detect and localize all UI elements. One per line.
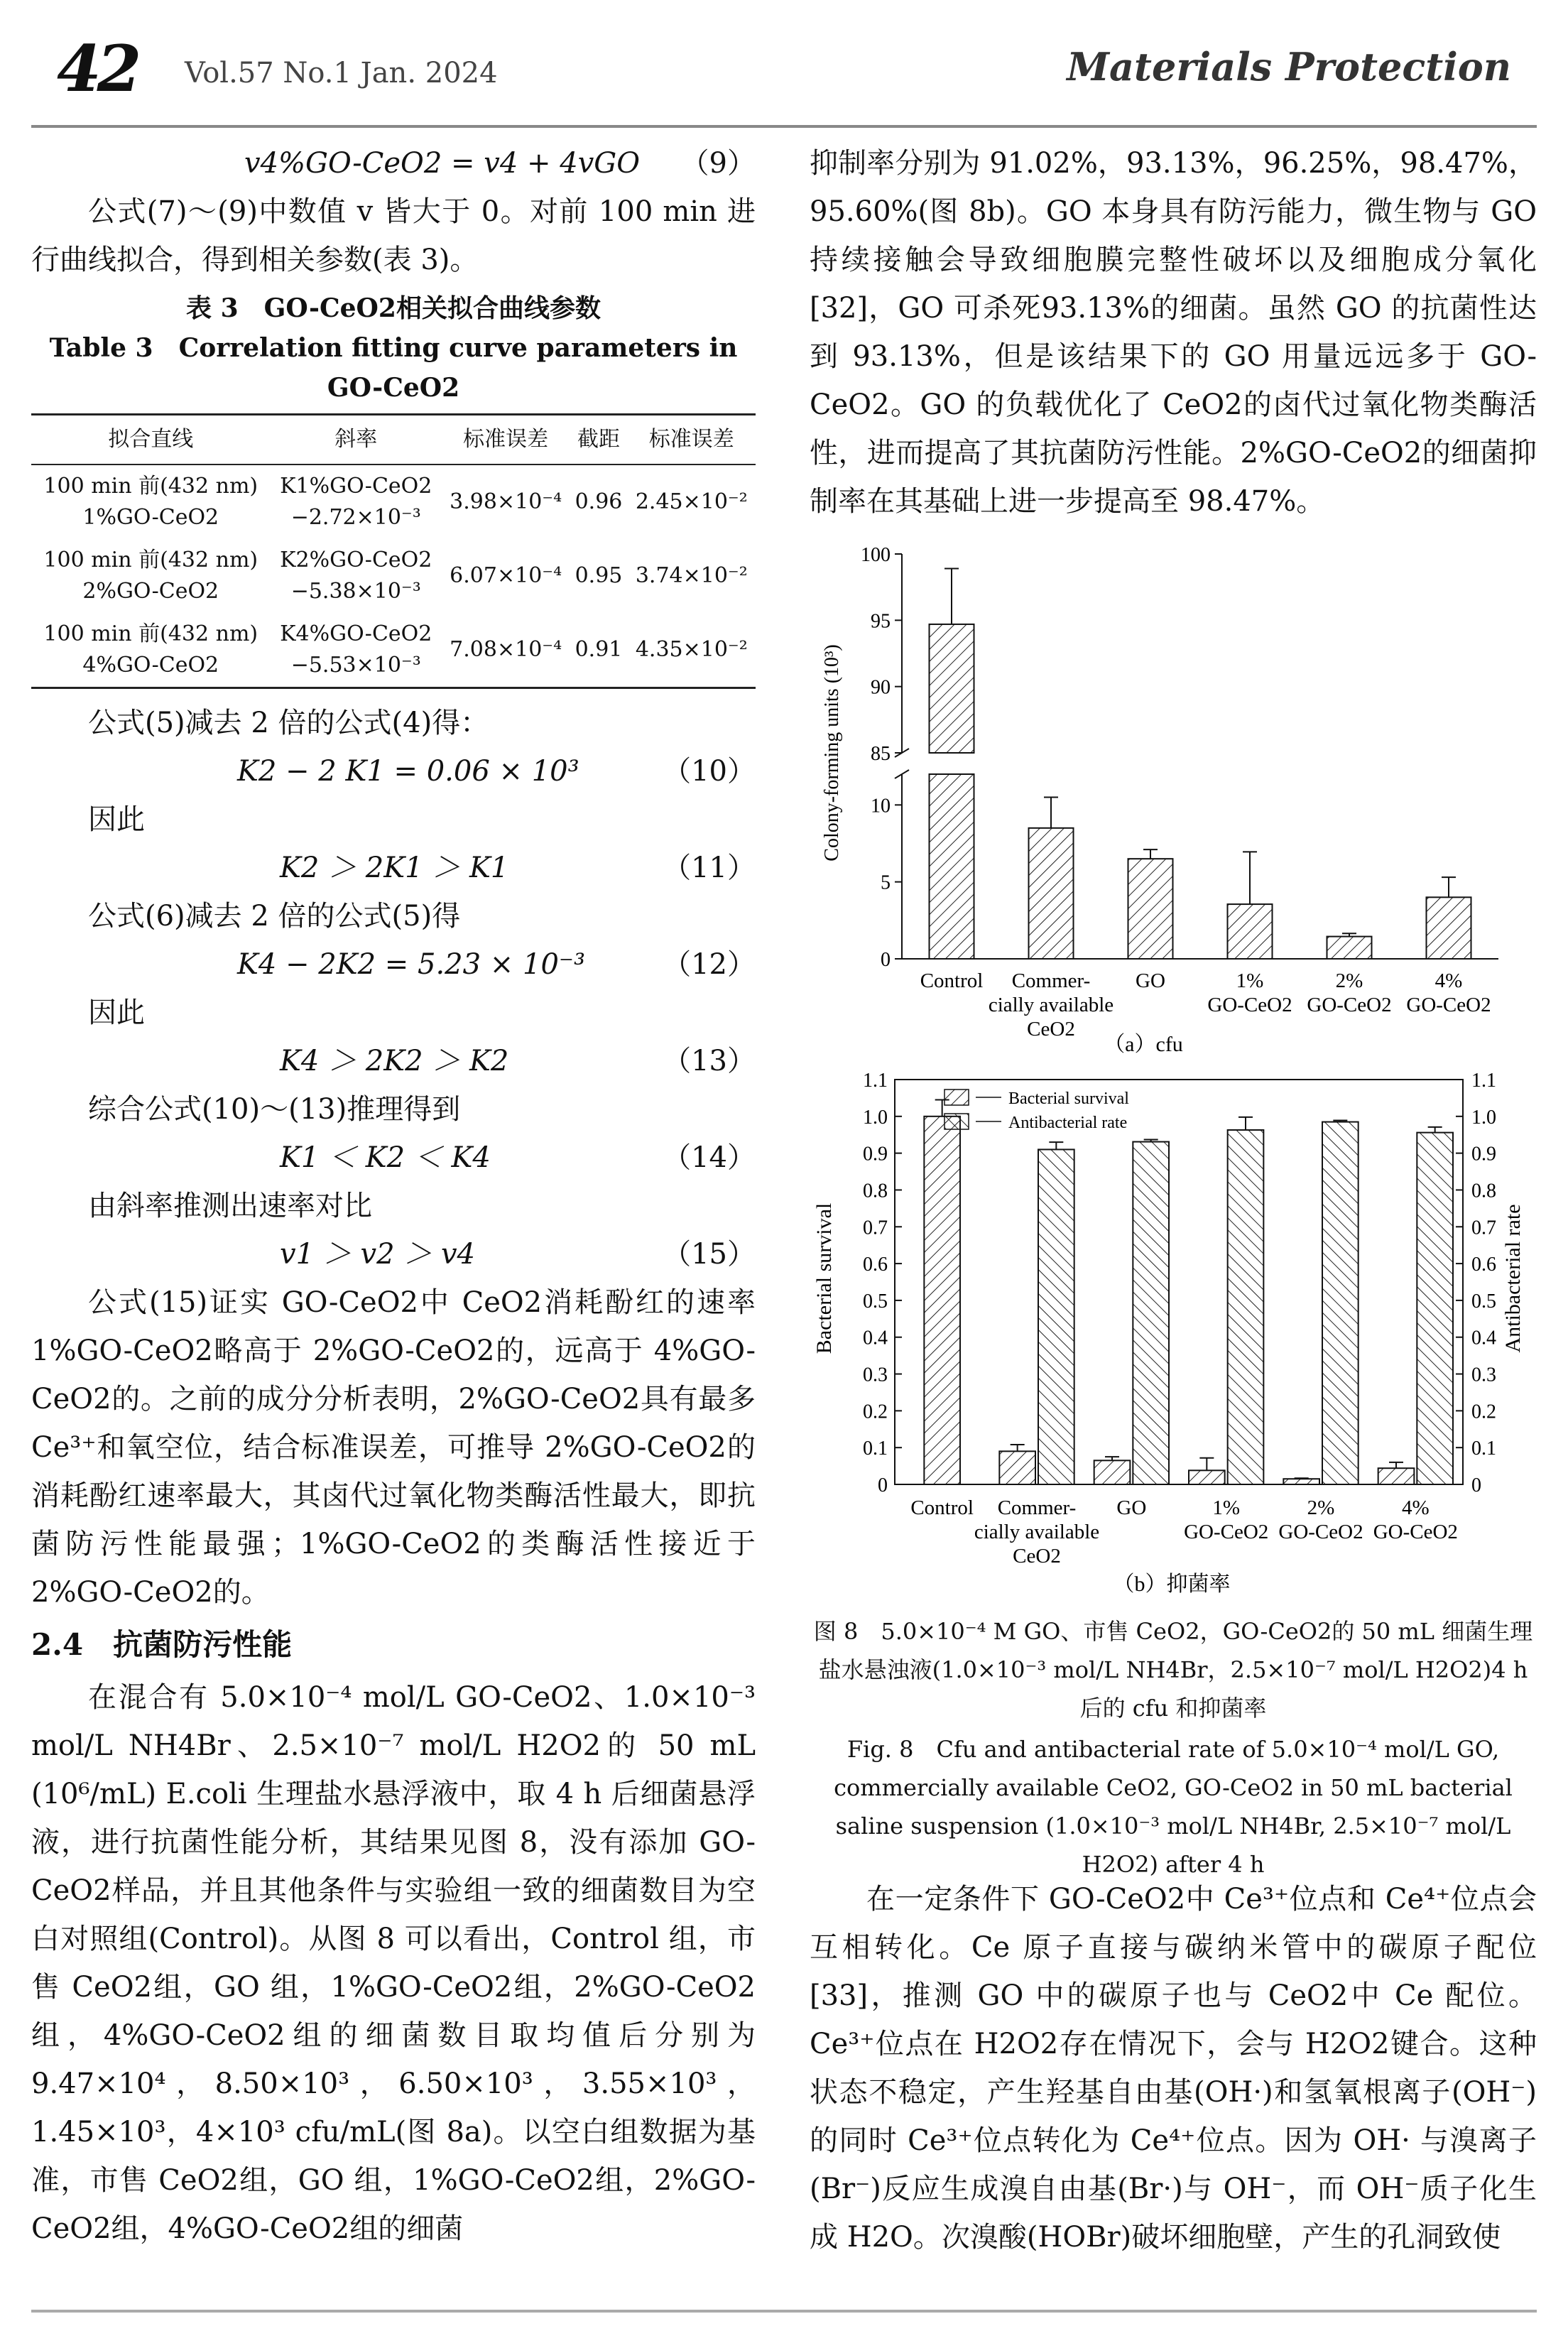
- tick-label: Control: [920, 969, 984, 992]
- bar: [930, 774, 974, 959]
- table-caption-en: Table 3 Correlation fitting curve parameters in GO-CeO2: [49, 333, 738, 403]
- y-tick-label: 0.1: [863, 1438, 888, 1460]
- paragraph: 公式(7)～(9)中数值 v 皆大于 0。对前 100 min 进行曲线拟合，得到相关参数(表 3)。: [31, 195, 756, 276]
- tick-label: GO-CeO2: [1207, 994, 1292, 1016]
- y2-tick-label: 0.9: [1471, 1143, 1496, 1166]
- section-heading: 2.4 抗菌防污性能: [31, 1627, 293, 1662]
- footer-rule: [31, 2310, 1537, 2313]
- header-rule: [31, 125, 1537, 128]
- tick-label: GO: [1116, 1496, 1147, 1519]
- table-cell: 0.91: [570, 613, 627, 688]
- tick-label: 2%: [1307, 1496, 1335, 1519]
- figure-caption-en: Fig. 8 Cfu and antibacterial rate of 5.0×10⁻⁴ mol/L GO, commercially available CeO2, GO-CeO2 in 50 mL bacterial saline suspension (1.0×10⁻³ mol/L NH4Br, 2.5×10⁻⁷ mol/L H2O2) after 4 h: [834, 1736, 1513, 1878]
- paragraph: 在混合有 5.0×10⁻⁴ mol/L GO-CeO2、1.0×10⁻³ mol/L NH4Br、2.5×10⁻⁷ mol/L H2O2的 50 mL (10⁶/mL) E.coli 生理盐水悬浮液中，取 4 h 后细菌悬浮液，进行抗菌性能分析，其结果见图 8，没有添加 GO-CeO2样品，并且其他条件与实验组一致的细菌数目为空白对照组(Control)。从图 8 可以看出，Control 组，市售 CeO2组，GO 组，1%GO-CeO2组，2%GO-CeO2组，4%GO-CeO2组的细菌数目取均值后分别为 9.47×10⁴，8.50×10³，6.50×10³，3.55×10³，1.45×10³，4×10³ cfu/mL(图 8a)。以空白组数据为基准，市售 CeO2组，GO 组，1%GO-CeO2组，2%GO-CeO2组，4%GO-CeO2组的细菌: [31, 1681, 756, 2245]
- bar-antibacterial: [1228, 1130, 1264, 1484]
- tick-label: cially available: [988, 994, 1114, 1016]
- y2-tick-label: 0.8: [1471, 1180, 1496, 1202]
- y-tick-label: 0.4: [863, 1327, 888, 1349]
- volume-info: Vol.57 No.1 Jan. 2024: [185, 57, 498, 89]
- legend-swatch: [944, 1114, 969, 1129]
- plot-frame: [895, 1080, 1463, 1484]
- tick-label: cially available: [974, 1521, 1100, 1543]
- left-column: [31, 139, 756, 2253]
- y-axis-label: Bacterial survival: [812, 1202, 836, 1354]
- table-header: 标准误差: [442, 415, 570, 465]
- tick-label: GO: [1136, 969, 1165, 992]
- table-row: [31, 464, 756, 539]
- bar: [1029, 828, 1074, 959]
- y2-tick-label: 0.2: [1471, 1401, 1496, 1423]
- y-tick-label: 0.6: [863, 1254, 888, 1276]
- y2-tick-label: 0: [1471, 1474, 1481, 1496]
- bar: [1327, 937, 1372, 959]
- fitting-table: [31, 413, 756, 689]
- table-header: 斜率: [271, 415, 442, 465]
- table-cell: 3.74×10⁻²: [635, 563, 748, 588]
- equation-9: v4%GO-CeO2 = v4 + 4vGO （9）: [244, 147, 756, 180]
- page-number: 42: [57, 31, 138, 107]
- y2-tick-label: 0.6: [1471, 1254, 1496, 1276]
- tick-label: 4%: [1401, 1496, 1430, 1519]
- y-tick-label: 0.2: [863, 1401, 888, 1423]
- table-row: [31, 613, 756, 688]
- table-cell: 4.35×10⁻²: [628, 613, 756, 688]
- paragraph: 综合公式(10)～(13)推理得到: [88, 1093, 461, 1126]
- table-caption-cn: 表 3 GO-CeO2相关拟合曲线参数: [186, 293, 601, 323]
- figure-caption-cn: 图 8 5.0×10⁻⁴ M GO、市售 CeO2，GO-CeO2的 50 mL 细菌生理盐水悬浊液(1.0×10⁻³ mol/L NH4Br，2.5×10⁻⁷ mol/L H2O2)4 h 后的 cfu 和抑菌率: [813, 1618, 1533, 1722]
- y2-tick-label: 0.4: [1471, 1327, 1496, 1349]
- chart-a-plot: [821, 544, 1498, 1040]
- table-header: 标准误差: [628, 415, 756, 465]
- tick-label: CeO2: [1027, 1018, 1075, 1040]
- chart-b-subtitle: （b）抑菌率: [1113, 1572, 1231, 1596]
- chart-a-subtitle: （a）cfu: [1104, 1033, 1183, 1056]
- table-header: 拟合直线: [31, 415, 271, 465]
- equation-15: v1 ＞ v2 ＞ v4 （15）: [280, 1238, 756, 1271]
- equation-11: K2 ＞ 2K1 ＞ K1 （11）: [280, 852, 756, 884]
- tick-label: 1%: [1212, 1496, 1241, 1519]
- right-column: [810, 139, 1537, 526]
- tick-label: Commer-: [997, 1496, 1077, 1519]
- right-column-lower: [810, 1875, 1537, 2261]
- legend-label: Bacterial survival: [1008, 1090, 1129, 1108]
- y-tick-label: 0.7: [863, 1217, 888, 1239]
- tick-label: Commer-: [1011, 969, 1091, 992]
- y2-tick-label: 0.3: [1471, 1364, 1496, 1386]
- y2-tick-label: 1.1: [1471, 1070, 1496, 1092]
- equation-13: K4 ＞ 2K2 ＞ K2 （13）: [280, 1045, 756, 1077]
- y-tick-label: 0.5: [863, 1290, 888, 1313]
- paragraph: 公式(5)减去 2 倍的公式(4)得：: [88, 707, 489, 739]
- tick-label: GO-CeO2: [1373, 1521, 1458, 1543]
- y-tick-label: 5: [881, 871, 891, 894]
- bar: [1128, 859, 1173, 959]
- table-cell: K2%GO-CeO2 −5.38×10⁻³: [280, 548, 432, 604]
- tick-label: GO-CeO2: [1278, 1521, 1363, 1543]
- bar-antibacterial: [1133, 1142, 1169, 1484]
- table-cell: K4%GO-CeO2 −5.53×10⁻³: [271, 613, 442, 688]
- paragraph: 因此: [88, 996, 145, 1029]
- paragraph: 公式(15)证实 GO-CeO2中 CeO2消耗酚红的速率 1%GO-CeO2略高于 2%GO-CeO2的，远高于 4%GO-CeO2的。之前的成分分析表明，2%GO-CeO2具有最多 Ce³⁺和氧空位，结合标准误差，可推导 2%GO-CeO2的消耗酚红速率最大，其卤代过氧化物类酶活性最大，即抗菌防污性能最强；1%GO-CeO2的类酶活性接近于 2%GO-CeO2的。: [31, 1286, 756, 1609]
- y-tick-label: 0: [881, 949, 891, 971]
- chart-b-plot: [812, 1070, 1525, 1567]
- y-tick-label: 1.1: [863, 1070, 888, 1092]
- table-cell: 100 min 前(432 nm) 2%GO-CeO2: [43, 548, 258, 604]
- y-tick-label: 0.3: [863, 1364, 888, 1386]
- paragraph: 因此: [88, 803, 145, 836]
- y2-axis-label: Antibacterial rate: [1501, 1204, 1525, 1353]
- table-cell: 100 min 前(432 nm) 4%GO-CeO2: [31, 613, 271, 688]
- bar: [1228, 904, 1273, 959]
- tick-label: GO-CeO2: [1184, 1521, 1269, 1543]
- tick-label: 4%: [1434, 969, 1463, 992]
- tick-label: GO-CeO2: [1406, 994, 1491, 1016]
- bar-survival: [1189, 1470, 1225, 1484]
- table-row: [31, 539, 756, 613]
- bar-survival: [1378, 1468, 1415, 1484]
- paragraph: 由斜率推测出速率对比: [88, 1190, 372, 1222]
- paragraph: 在一定条件下 GO-CeO2中 Ce³⁺位点和 Ce⁴⁺位点会互相转化。Ce 原子直接与碳纳米管中的碳原子配位[33]，推测 GO 中的碳原子也与 CeO2中 Ce 配位。Ce³⁺位点在 H2O2存在情况下，会与 H2O2键合。这种状态不稳定，产生羟基自由基(OH·)和氢氧根离子(OH⁻)的同时 Ce³⁺位点转化为 Ce⁴⁺位点。因为 OH· 与溴离子(Br⁻)反应生成溴自由基(Br·)与 OH⁻，而 OH⁻质子化生成 H2O。次溴酸(HOBr)破坏细胞壁，产生的孔洞致使: [810, 1883, 1537, 2254]
- tick-label: 1%: [1236, 969, 1264, 992]
- y2-tick-label: 1.0: [1471, 1106, 1496, 1129]
- table-cell: 100 min 前(432 nm) 1%GO-CeO2: [43, 474, 258, 530]
- y-tick-label: 0.9: [863, 1143, 888, 1166]
- bar-antibacterial: [1322, 1122, 1359, 1484]
- bar: [1427, 897, 1471, 959]
- bar: [930, 624, 974, 753]
- y-axis-label: Colony-forming units (10³): [821, 644, 843, 862]
- y-tick-label: 10: [871, 795, 891, 817]
- y-tick-label: 90: [871, 676, 891, 699]
- y2-tick-label: 0.7: [1471, 1217, 1496, 1239]
- journal-name: Materials Protection: [1067, 44, 1511, 89]
- tick-label: 2%: [1335, 969, 1363, 992]
- y-tick-label: 85: [871, 743, 891, 765]
- bar-survival: [1283, 1479, 1319, 1484]
- figure-caption: [810, 1612, 1537, 1884]
- chart-cfu: [810, 540, 1537, 1065]
- table-header: 截距: [570, 415, 627, 465]
- y-tick-label: 0.8: [863, 1180, 888, 1202]
- paragraph: 公式(6)减去 2 倍的公式(5)得: [88, 900, 461, 933]
- y-tick-label: 100: [861, 544, 891, 566]
- y2-tick-label: 0.1: [1471, 1438, 1496, 1460]
- equation-12: K4 − 2K2 = 5.23 × 10⁻³ （12）: [237, 948, 756, 981]
- tick-label: CeO2: [1013, 1545, 1061, 1567]
- tick-label: Control: [910, 1496, 974, 1519]
- bar-survival: [1094, 1460, 1131, 1484]
- table-cell: 0.95: [575, 563, 623, 588]
- y-tick-label: 95: [871, 610, 891, 633]
- chart-antibacterial: [810, 1065, 1537, 1605]
- table-cell: K1%GO-CeO2 −2.72×10⁻³: [280, 474, 432, 530]
- bar-antibacterial: [1038, 1149, 1074, 1484]
- equation-14: K1 ＜ K2 ＜ K4 （14）: [280, 1141, 756, 1174]
- y-tick-label: 0: [878, 1474, 888, 1496]
- tick-label: GO-CeO2: [1307, 994, 1392, 1016]
- table-cell: 7.08×10⁻⁴: [442, 613, 570, 688]
- legend-swatch: [944, 1090, 969, 1105]
- bar-survival: [924, 1116, 960, 1484]
- table-cell: 6.07×10⁻⁴: [450, 563, 562, 588]
- y2-tick-label: 0.5: [1471, 1290, 1496, 1313]
- table-cell: 0.96: [575, 489, 623, 514]
- bar-antibacterial: [1417, 1133, 1453, 1484]
- table-cell: 3.98×10⁻⁴: [450, 489, 562, 514]
- table-cell: 2.45×10⁻²: [635, 489, 748, 514]
- legend-label: Antibacterial rate: [1008, 1114, 1128, 1132]
- equation-10: K2 − 2 K1 = 0.06 × 10³ （10）: [237, 755, 756, 788]
- paragraph: 抑制率分别为 91.02%，93.13%，96.25%，98.47%，95.60%(图 8b)。GO 本身具有防污能力，微生物与 GO 持续接触会导致细胞膜完整性破坏以及细胞成分氧化[32]，GO 可杀死93.13%的细菌。虽然 GO 的抗菌性达到 93.13%，但是该结果下的 GO 用量远远多于 GO-CeO2。GO 的负载优化了 CeO2的卤代过氧化物类酶活性，进而提高了其抗菌防污性能。2%GO-CeO2的细菌抑制率在其基础上进一步提高至 98.47%。: [810, 147, 1537, 518]
- bar-survival: [999, 1451, 1035, 1484]
- y-tick-label: 1.0: [863, 1106, 888, 1129]
